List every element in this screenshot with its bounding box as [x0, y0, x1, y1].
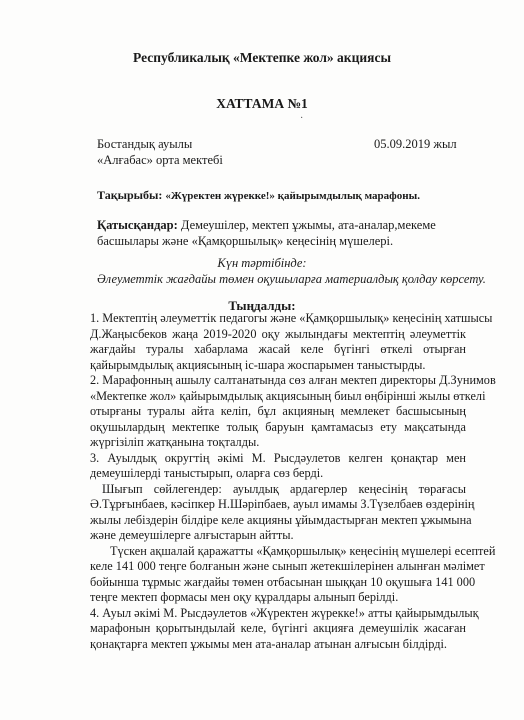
body-line: Түскен ақшалай қаражатты «Қамқоршылық» кеңесінің мүшелері есептей [110, 543, 496, 558]
topic-line [97, 188, 420, 203]
body-line: Ә.Тұрғынбаев, кәсіпкер Н.Шәріпбаев, ауыл имамы З.Түзелбаев өздерінің [90, 497, 475, 511]
agenda-heading: Күн тәртібінде: [217, 256, 307, 270]
participants-label: Қатысқандар: [97, 218, 178, 232]
village-name: Бостандық ауылы [97, 137, 193, 151]
body-line: демеушілерді таныстырып, оларға сөз берді. [90, 466, 324, 480]
heard-heading: Тыңдалды: [228, 298, 296, 313]
body-line: жағдайы туралы хабарлама жасай келе бүгінгі өткелі отырған [90, 342, 466, 356]
participants-value: Демеушілер, мектеп ұжымы, ата-аналар,мекеме басшылары және «Қамқоршылық» кеңесінің мүшелері. [97, 218, 436, 248]
topic-value: «Жүректен жүрекке!» қайырымдылық марафоны. [165, 190, 420, 202]
body-line: бойынша тұрмыс жағдайы төмен отбасынан шыққан 10 оқушыға 141 000 [90, 574, 476, 589]
body-line: жылы лебіздерін білдіре келе акцияны ұйымдастырған мектеп ұжымына [90, 512, 472, 527]
body-line: «Мектепке жол» қайырымдылық акциясының биыл өңбірінші жылы өткелі [90, 388, 486, 403]
body-line: оқушылардың мектепке толық баруын қамтамасыз ету мақсатында [90, 419, 466, 434]
ink-mark: · [300, 113, 304, 124]
body-line: марафонын қорытындылай келе, бүгінгі акцияға демеушілік жасаған [90, 621, 466, 635]
body-line: отырғаны туралы айта келіп, бұл акцияның мемлекет басшысының [90, 404, 466, 418]
body-line: 2. Марафонның ашылу салтанатында сөз алған мектеп директоры Д.Зунимов [90, 373, 496, 387]
body-line: қонақтарға мектеп ұжымы мен ата-аналар атынан алғысын білдірді. [90, 636, 448, 651]
body-line: 1. Мектептің әлеуметтік педагогы және «Қамқоршылық» кеңесінің хатшысы [90, 311, 493, 325]
body-line: теңге мектеп формасы мен оқу құралдары алынып берілді. [90, 590, 399, 604]
participants-block [97, 217, 465, 249]
body-line: 3. Ауылдық округтің әкімі М. Рысдәулетов келген қонақтар мен [90, 450, 466, 465]
body-line: 4. Ауыл әкімі М. Рысдәулетов «Жүректен жүрекке!» атты қайырымдылық [90, 605, 479, 620]
body-line: Д.Жаңысбеков жаңа 2019-2020 оқу жылындағы мектептің әлеуметтік [90, 326, 466, 341]
document-title: Республикалық «Мектепке жол» акциясы [133, 50, 391, 65]
body-line: және демеушілерге алғыстарын айтты. [90, 528, 294, 542]
body-line: жүргізіліп жатқанына тоқталды. [90, 435, 260, 449]
school-name: «Алғабас» орта мектебі [97, 153, 223, 167]
body-line: Шығып сөйлегендер: ауылдық ардагерлер кеңесінің төрағасы [102, 481, 466, 496]
topic-label: Тақырыбы: [97, 188, 163, 202]
body-line: қайырымдылық акциясының іс-шара жоспарымен таныстырды. [90, 357, 426, 372]
body-line: келе 141 000 теңге болғанын және сынып жетекшілерінен алынған мәлімет [90, 559, 485, 573]
document-date: 05.09.2019 жыл [374, 137, 457, 151]
agenda-text: Әлеуметтік жағдайы төмен оқушыларға материалдық қолдау көрсету. [97, 272, 486, 286]
protocol-heading: ХАТТАМА №1 [216, 96, 308, 111]
minutes-body [90, 311, 496, 652]
